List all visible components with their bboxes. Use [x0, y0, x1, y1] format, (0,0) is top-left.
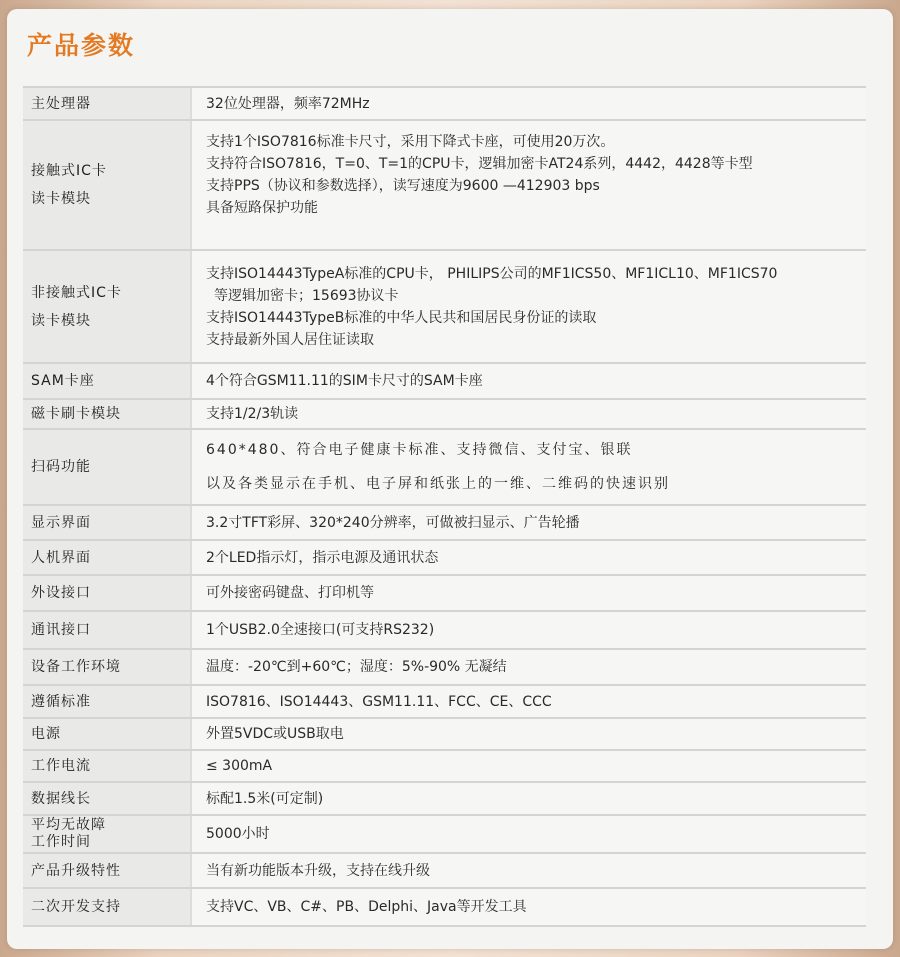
row-value [191, 120, 866, 250]
row-label [23, 685, 191, 718]
row-label [23, 649, 191, 685]
row-label-line: 工作电流 [31, 758, 91, 774]
row-value-line: 支持VC、VB、C#、PB、Delphi、Java等开发工具 [206, 899, 527, 915]
row-value-line: 支持1个ISO7816标准卡尺寸，采用下降式卡座，可使用20万次。 [206, 134, 615, 150]
row-label [23, 429, 191, 505]
row-value-line: 等逻辑加密卡；15693协议卡 [214, 287, 399, 304]
table-row [23, 250, 866, 363]
row-value-line: 5000小时 [206, 826, 270, 842]
table-row [23, 888, 866, 926]
row-value-line: 3.2寸TFT彩屏、320*240分辨率，可做被扫显示、广告轮播 [206, 514, 580, 531]
row-label-line: SAM卡座 [31, 373, 95, 389]
row-label [23, 575, 191, 611]
row-label-line: 设备工作环境 [31, 659, 121, 675]
row-value [191, 685, 866, 718]
row-value [191, 399, 866, 429]
row-label [23, 399, 191, 429]
row-label-line: 工作时间 [31, 834, 91, 850]
row-value [191, 750, 866, 782]
row-label-line: 产品升级特性 [31, 862, 121, 879]
product-params-card [7, 9, 893, 949]
table-row [23, 853, 866, 888]
row-value [191, 363, 866, 399]
table-row [23, 782, 866, 815]
table-row [23, 718, 866, 750]
row-value [191, 649, 866, 685]
row-label-line: 接触式IC卡 [31, 163, 107, 179]
row-value [191, 505, 866, 540]
row-label [23, 815, 191, 853]
row-value-line: 标配1.5米(可定制) [206, 790, 324, 807]
row-value-line: 支持最新外国人居住证读取 [206, 331, 374, 348]
row-label-line: 数据线长 [31, 790, 91, 807]
table-row [23, 88, 866, 120]
row-value [191, 575, 866, 611]
row-label [23, 363, 191, 399]
row-value-line: 可外接密码键盘、打印机等 [206, 585, 374, 601]
row-label [23, 782, 191, 815]
table-row [23, 575, 866, 611]
row-value-line: 当有新功能版本升级，支持在线升级 [206, 862, 430, 879]
row-label-line: 二次开发支持 [31, 899, 121, 915]
row-value [191, 815, 866, 853]
row-value [191, 782, 866, 815]
row-label [23, 505, 191, 540]
table-row [23, 363, 866, 399]
row-value-line: 4个符合GSM11.11的SIM卡尺寸的SAM卡座 [206, 373, 483, 389]
row-value-line: 640*480、符合电子健康卡标准、支持微信、支付宝、银联 [206, 442, 633, 458]
row-label-line: 读卡模块 [31, 191, 91, 207]
row-label [23, 888, 191, 926]
row-value-line: 支持ISO14443TypeB标准的中华人民共和国居民身份证的读取 [206, 309, 597, 326]
table-row [23, 540, 866, 575]
row-value [191, 540, 866, 575]
row-label-line: 遵循标准 [31, 693, 91, 710]
row-label-line: 非接触式IC卡 [31, 284, 122, 301]
row-label [23, 611, 191, 649]
row-label [23, 718, 191, 750]
row-value-line: ≤ 300mA [206, 758, 273, 774]
row-value [191, 250, 866, 363]
params-table [23, 88, 866, 927]
row-label [23, 750, 191, 782]
table-row [23, 649, 866, 685]
row-label-line: 显示界面 [31, 514, 91, 531]
row-value-line: 支持PPS（协议和参数选择），读写速度为9600 —412903 bps [206, 178, 600, 194]
table-row [23, 429, 866, 505]
row-label-line: 电源 [31, 726, 61, 742]
row-value-line: 1个USB2.0全速接口(可支持RS232) [206, 622, 435, 638]
row-value [191, 888, 866, 926]
table-row [23, 120, 866, 250]
row-value [191, 429, 866, 505]
table-row [23, 505, 866, 540]
row-label-line: 磁卡刷卡模块 [31, 406, 121, 422]
row-label [23, 120, 191, 250]
row-value [191, 853, 866, 888]
row-value-line: 2个LED指示灯，指示电源及通讯状态 [206, 549, 439, 566]
row-value-line: 以及各类显示在手机、电子屏和纸张上的一维、二维码的快速识别 [206, 476, 670, 492]
row-value-line: 支持1/2/3轨读 [206, 406, 299, 422]
row-value-line: 温度：-20℃到+60℃；湿度：5%-90% 无凝结 [206, 659, 507, 675]
row-label-line: 扫码功能 [31, 459, 91, 475]
row-value-line: 外置5VDC或USB取电 [206, 726, 344, 742]
row-label [23, 250, 191, 363]
row-label-line: 人机界面 [31, 549, 91, 566]
row-label-line: 平均无故障 [31, 817, 106, 833]
table-row [23, 685, 866, 718]
row-value-line: 支持ISO14443TypeA标准的CPU卡， PHILIPS公司的MF1ICS50、MF1ICL10、MF1ICS70 [206, 265, 778, 282]
row-label [23, 540, 191, 575]
table-row [23, 815, 866, 853]
row-value-line: 支持符合ISO7816，T=0、T=1的CPU卡，逻辑加密卡AT24系列，4442，4428等卡型 [206, 156, 753, 172]
row-value [191, 611, 866, 649]
row-value [191, 88, 866, 120]
params-table-wrapper [23, 86, 866, 927]
row-label-line: 读卡模块 [31, 312, 91, 329]
table-row [23, 399, 866, 429]
table-row [23, 750, 866, 782]
row-value-line: 32位处理器，频率72MHz [206, 95, 370, 112]
row-label-line: 主处理器 [31, 95, 91, 112]
page-title: 产品参数 [27, 31, 136, 60]
row-label-line: 外设接口 [31, 585, 91, 601]
row-value-line: 具备短路保护功能 [206, 200, 318, 216]
row-label-line: 通讯接口 [31, 622, 91, 638]
row-label [23, 88, 191, 120]
row-label [23, 853, 191, 888]
row-value-line: ISO7816、ISO14443、GSM11.11、FCC、CE、CCC [206, 693, 552, 710]
row-value [191, 718, 866, 750]
table-row [23, 611, 866, 649]
